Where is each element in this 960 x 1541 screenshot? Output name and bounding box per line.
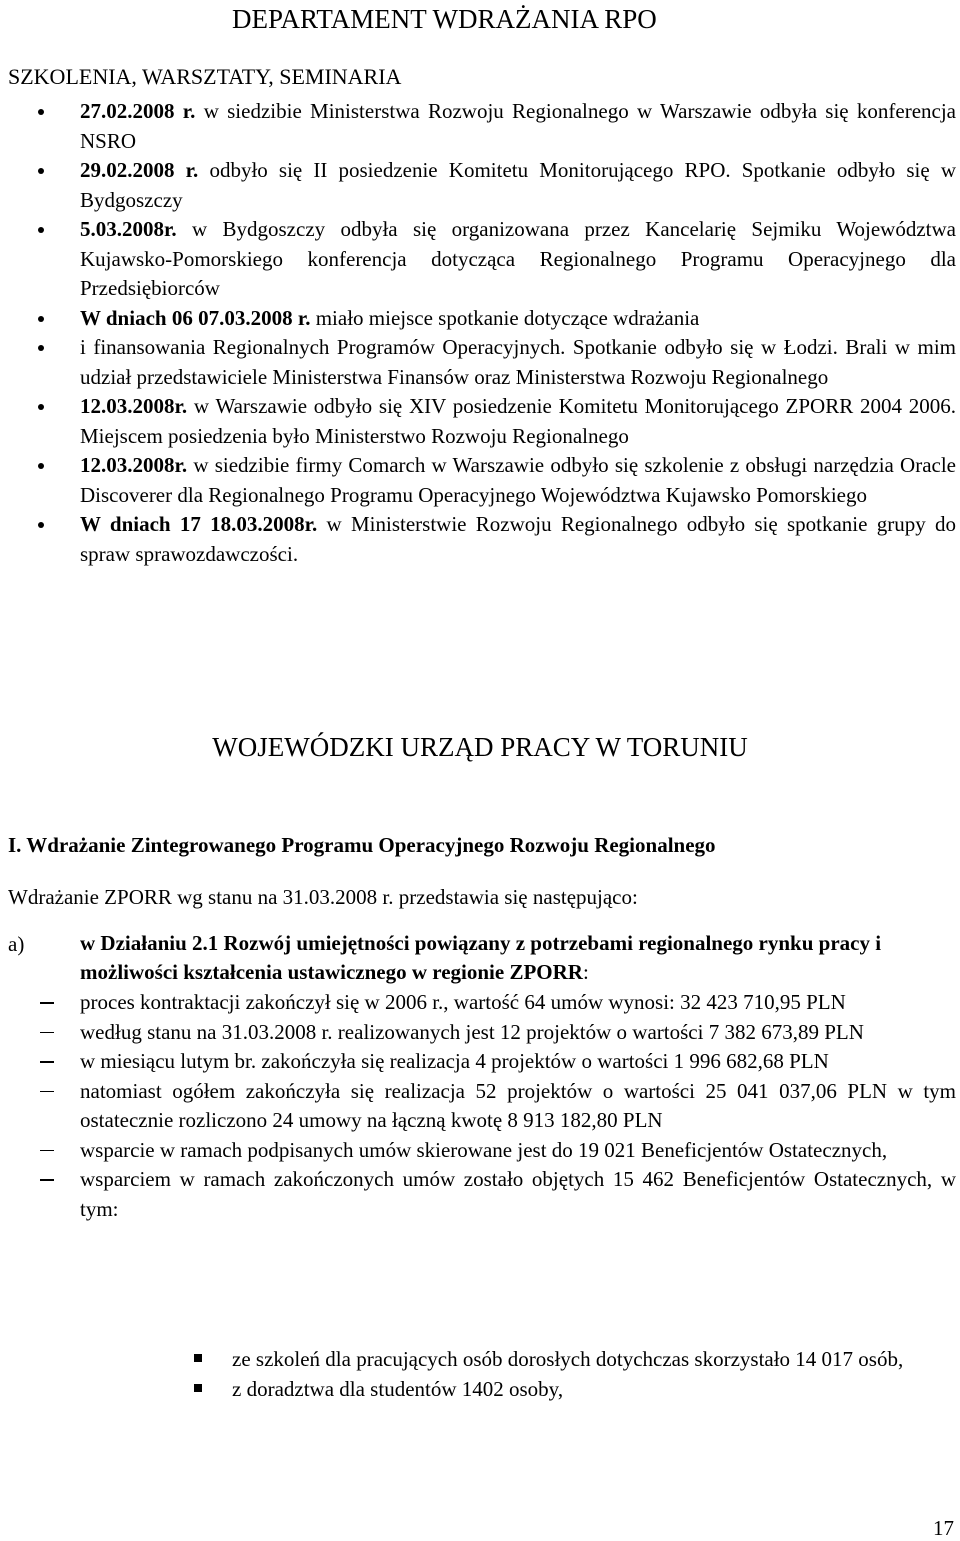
dash-item-text: w miesiącu lutym br. zakończyła się realizacja 4 projektów o wartości 1 996 682,68 PLN (80, 1049, 829, 1073)
list-item (0, 1047, 960, 1077)
event-date: W dniach 06 07.03.2008 r. (80, 305, 311, 330)
list-item (0, 1345, 960, 1375)
dash-item-text: według stanu na 31.03.2008 r. realizowanych jest 12 projektów o wartości 7 382 673,89 PLN (80, 1019, 864, 1044)
dash-icon (40, 1150, 54, 1152)
list-item (0, 333, 960, 392)
square-bullet-icon (194, 1354, 202, 1362)
dash-item-text: natomiast ogółem zakończyła się realizacja 52 projektów o wartości 25 041 037,06 PLN w tym ostatecznie rozliczono 24 umowy na łączną kwotę 8 913 182,80 PLN (80, 1078, 956, 1132)
list-item (0, 1077, 960, 1136)
intro-text: Wdrażanie ZPORR wg stanu na 31.03.2008 r. przedstawia się następująco: (8, 885, 638, 909)
list-item (0, 1136, 960, 1166)
office-title: WOJEWÓDZKI URZĄD PRACY W TORUNIU (212, 732, 748, 762)
event-date: 27.02.2008 r. (80, 99, 196, 123)
dash-item-text: wsparciem w ramach zakończonych umów zostało objętych 15 462 Beneficjentów Ostatecznych, w tym: (80, 1167, 956, 1221)
dash-icon (40, 1091, 54, 1093)
bullet-icon (38, 227, 44, 233)
department-title: DEPARTAMENT WDRAŻANIA RPO (232, 4, 657, 34)
event-text: w siedzibie Ministerstwa Rozwoju Regionalnego w Warszawie odbyła się konferencja NSRO (80, 99, 956, 153)
list-item (0, 988, 960, 1018)
list-item (0, 215, 960, 304)
page-number: 17 (933, 1516, 954, 1540)
section-roman-heading: I. Wdrażanie Zintegrowanego Programu Operacyjnego Rozwoju Regionalnego (8, 833, 716, 857)
dash-icon (40, 1002, 54, 1004)
event-text: miało miejsce spotkanie dotyczące wdrażania (310, 305, 700, 330)
dash-icon (40, 1179, 54, 1181)
events-list (0, 97, 960, 569)
list-item (0, 97, 960, 156)
bullet-icon (38, 168, 44, 174)
dash-list (0, 988, 960, 1224)
subsection-a (8, 929, 956, 987)
bullet-icon (38, 522, 44, 528)
square-item-text: z doradztwa dla studentów 1402 osoby, (232, 1376, 564, 1401)
subsection-tail: : (582, 960, 589, 984)
list-item (0, 156, 960, 215)
dash-item-text: wsparcie w ramach podpisanych umów skierowane jest do 19 021 Beneficjentów Ostatecznych, (80, 1137, 888, 1162)
bullet-icon (38, 109, 44, 115)
event-text: odbyło się II posiedzenie Komitetu Monitorującego RPO. Spotkanie odbyło się w Bydgoszczy (80, 158, 956, 212)
square-list (0, 1345, 960, 1404)
list-item (0, 1375, 960, 1405)
event-text: w siedzibie firmy Comarch w Warszawie odbyło się szkolenie z obsługi narzędzia Oracle Discoverer dla Regionalnego Programu Operacyjnego Województwa Kujawsko Pomorskiego (80, 453, 956, 507)
subsection-title: w Działaniu 2.1 Rozwój umiejętności powiązany z potrzebami regionalnego rynku pracy i możliwości kształcenia ustawicznego w regionie ZPORR (80, 931, 882, 984)
list-item (0, 392, 960, 451)
dash-icon (40, 1032, 54, 1034)
bullet-icon (38, 345, 44, 351)
event-date: W dniach 17 18.03.2008r. (80, 512, 318, 536)
section-heading: SZKOLENIA, WARSZTATY, SEMINARIA (8, 64, 402, 89)
list-item (0, 451, 960, 510)
event-text: i finansowania Regionalnych Programów Operacyjnych. Spotkanie odbyło się w Łodzi. Brali w mim udział przedstawiciele Ministerstwa Finansów oraz Ministerstwa Rozwoju Regionalnego (80, 335, 956, 389)
event-date: 12.03.2008r. (80, 453, 188, 477)
square-item-text: ze szkoleń dla pracujących osób dorosłych dotychczas skorzystało 14 017 osób, (232, 1347, 904, 1371)
list-item (0, 304, 960, 334)
event-text: w Bydgoszczy odbyła się organizowana przez Kancelarię Sejmiku Województwa Kujawsko-Pomorskiego konferencja dotycząca Regionalnego Programu Operacyjnego dla Przedsiębiorców (80, 217, 956, 300)
list-item (0, 1165, 960, 1224)
bullet-icon (38, 316, 44, 322)
dash-icon (40, 1061, 54, 1063)
event-date: 5.03.2008r. (80, 217, 177, 241)
subsection-letter: a) (8, 932, 25, 956)
event-text: w Warszawie odbyło się XIV posiedzenie Komitetu Monitorującego ZPORR 2004 2006. Miejscem posiedzenia było Ministerstwo Rozwoju Regionalnego (80, 394, 956, 448)
event-date: 29.02.2008 r. (80, 158, 199, 182)
square-bullet-icon (194, 1384, 202, 1392)
bullet-icon (38, 463, 44, 469)
event-text: w Ministerstwie Rozwoju Regionalnego odbyło się spotkanie grupy do spraw sprawozdawczości. (80, 512, 956, 566)
list-item (0, 1018, 960, 1048)
event-date: 12.03.2008r. (80, 394, 188, 418)
bullet-icon (38, 404, 44, 410)
dash-item-text: proces kontraktacji zakończył się w 2006 r., wartość 64 umów wynosi: 32 423 710,95 PLN (80, 990, 846, 1014)
list-item (0, 510, 960, 569)
